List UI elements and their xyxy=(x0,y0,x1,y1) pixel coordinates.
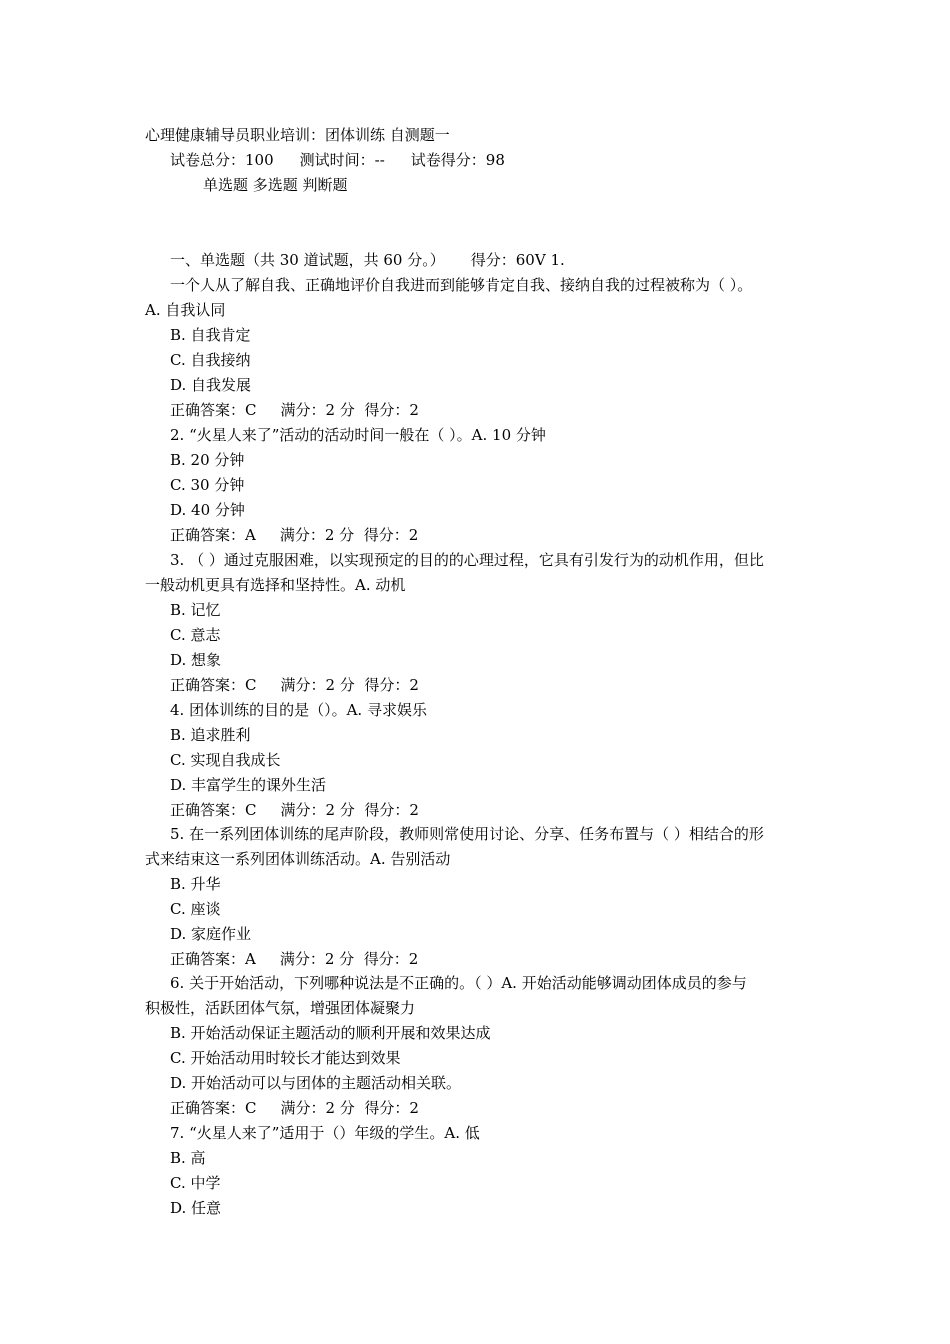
correct-answer: 正确答案：C xyxy=(170,676,257,694)
question-2-option-d: D. 40 分钟 xyxy=(170,501,245,519)
question-6-answer-line xyxy=(170,1096,419,1121)
full-score: 满分：2 分 xyxy=(280,801,355,819)
question-4-option-d: D. 丰富学生的课外生活 xyxy=(170,776,327,794)
question-6-option-c: C. 开始活动用时较长才能达到效果 xyxy=(170,1049,401,1067)
question-6-text-cont: 积极性，活跃团体气氛，增强团体凝聚力 xyxy=(145,999,416,1017)
question-4-text: 4. 团体训练的目的是（）。A. 寻求娱乐 xyxy=(170,701,427,719)
paper-score: 试卷得分：98 xyxy=(410,151,505,169)
question-3-answer-line xyxy=(170,673,419,698)
question-1-answer-line xyxy=(170,398,419,423)
question-2-text: 2. “火星人来了”活动的活动时间一般在（ ）。A. 10 分钟 xyxy=(170,426,546,444)
question-4-option-c: C. 实现自我成长 xyxy=(170,751,281,769)
question-3-text-cont: 一般动机更具有选择和坚持性。A. 动机 xyxy=(145,576,406,594)
section-tabs: 单选题 多选题 判断题 xyxy=(203,176,348,194)
question-5-option-c: C. 座谈 xyxy=(170,900,221,918)
got-score: 得分：2 xyxy=(364,1099,419,1117)
question-5-option-b: B. 升华 xyxy=(170,875,221,893)
got-score: 得分：2 xyxy=(364,801,419,819)
question-4-answer-line xyxy=(170,798,419,823)
question-2-option-c: C. 30 分钟 xyxy=(170,476,245,494)
question-3-option-c: C. 意志 xyxy=(170,626,221,644)
question-3-text: 3. （ ）通过克服困难，以实现预定的目的的心理过程，它具有引发行为的动机作用，但比 xyxy=(170,551,764,569)
section-score: 得分：60V 1. xyxy=(470,251,565,269)
question-2-option-b: B. 20 分钟 xyxy=(170,451,245,469)
question-6-option-b: B. 开始活动保证主题活动的顺利开展和效果达成 xyxy=(170,1024,491,1042)
question-7-option-d: D. 任意 xyxy=(170,1199,222,1217)
question-1-option-d: D. 自我发展 xyxy=(170,376,252,394)
section-heading xyxy=(170,248,565,273)
question-5-option-d: D. 家庭作业 xyxy=(170,925,252,943)
question-5-text: 5. 在一系列团体训练的尾声阶段，教师则常使用讨论、分享、任务布置与（ ）相结合的形 xyxy=(170,825,764,843)
question-6-option-d: D. 开始活动可以与团体的主题活动相关联。 xyxy=(170,1074,462,1092)
question-7-option-b: B. 高 xyxy=(170,1149,206,1167)
question-3-option-d: D. 想象 xyxy=(170,651,222,669)
question-7-text: 7. “火星人来了”适用于（）年级的学生。A. 低 xyxy=(170,1124,480,1142)
full-score: 满分：2 分 xyxy=(279,526,355,544)
question-2-answer-line xyxy=(170,523,418,548)
section-title: 一、单选题（共 30 道试题，共 60 分。） xyxy=(170,251,445,269)
correct-answer: 正确答案：C xyxy=(170,401,257,419)
question-1-option-c: C. 自我接纳 xyxy=(170,351,251,369)
correct-answer: 正确答案：C xyxy=(170,801,257,819)
question-4-option-b: B. 追求胜利 xyxy=(170,726,251,744)
question-1-option-b: B. 自我肯定 xyxy=(170,326,251,344)
question-6-text: 6. 关于开始活动，下列哪种说法是不正确的。（ ）A. 开始活动能够调动团体成员的参与 xyxy=(170,974,747,992)
correct-answer: 正确答案：A xyxy=(170,950,256,968)
got-score: 得分：2 xyxy=(364,401,419,419)
correct-answer: 正确答案：C xyxy=(170,1099,257,1117)
got-score: 得分：2 xyxy=(364,676,419,694)
full-score: 满分：2 分 xyxy=(280,676,355,694)
document-title: 心理健康辅导员职业培训：团体训练 自测题一 xyxy=(145,126,450,144)
paper-info xyxy=(170,148,505,173)
question-3-option-b: B. 记忆 xyxy=(170,601,221,619)
question-1-text: 一个人从了解自我、正确地评价自我进而到能够肯定自我、接纳自我的过程被称为（ ）。 xyxy=(170,276,753,294)
full-score: 满分：2 分 xyxy=(280,401,355,419)
question-5-text-cont: 式来结束这一系列团体训练活动。A. 告别活动 xyxy=(145,850,451,868)
question-7-option-c: C. 中学 xyxy=(170,1174,221,1192)
full-score: 满分：2 分 xyxy=(279,950,355,968)
test-time: 测试时间：-- xyxy=(299,151,385,169)
got-score: 得分：2 xyxy=(363,526,419,544)
total-score: 试卷总分：100 xyxy=(170,151,274,169)
question-1-option-a: A. 自我认同 xyxy=(145,301,226,319)
got-score: 得分：2 xyxy=(363,950,419,968)
question-5-answer-line xyxy=(170,947,418,972)
full-score: 满分：2 分 xyxy=(280,1099,355,1117)
correct-answer: 正确答案：A xyxy=(170,526,256,544)
